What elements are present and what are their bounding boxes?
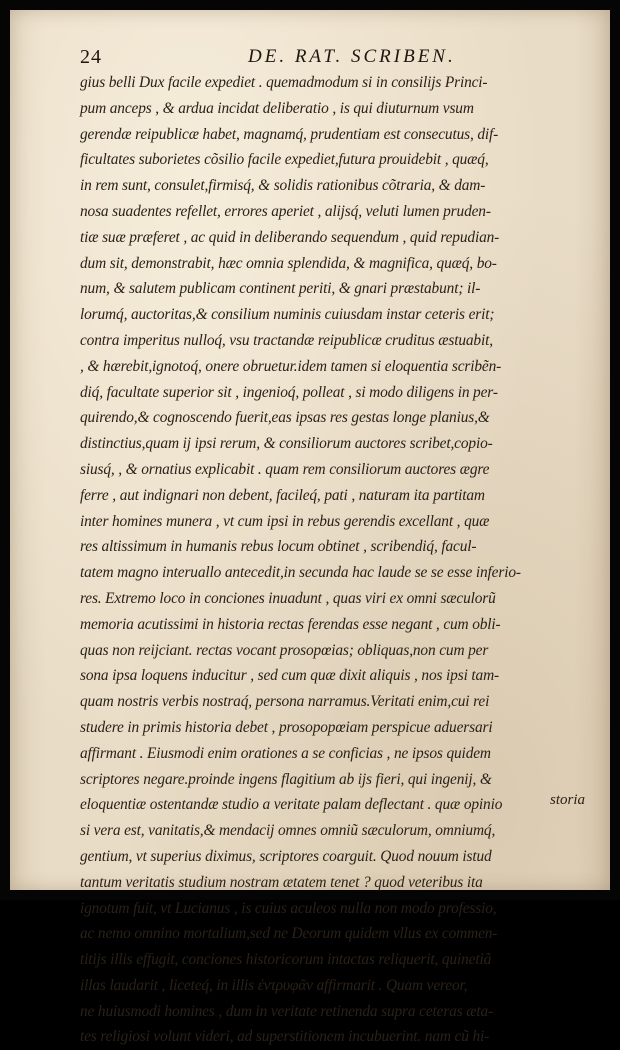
text-line: memoria acutissimi in historia rectas ferendas esse negant , cum obli- (80, 615, 501, 633)
text-line: ignotum fuit, vt Lucianus , is cuius aculeos nulla non modo professio, (80, 899, 497, 917)
text-line: ferre , aut indignari non debent, facileq́, pati , naturam ita partitam (80, 486, 485, 504)
book-page (10, 10, 610, 1046)
text-line: in rem sunt, consulet,firmisq́, & solidis rationibus cõtraria, & dam- (80, 177, 486, 195)
text-line: lorumq́, auctoritas,& consilium numinis cuiusdam instar ceteris erit; (80, 306, 495, 324)
text-line: num, & salutem publicam continent periti, & gnari præstabunt; il- (80, 280, 481, 298)
text-line: pum anceps , & ardua incidat deliberatio , is qui diuturnum vsum (80, 99, 474, 117)
text-line: gerendæ reipublicæ habet, magnamq́, prudentiam est consecutus, dif- (80, 125, 499, 143)
text-line: tantum veritatis studium nostram ætatem tenet ? quod veteribus ita (80, 873, 483, 891)
text-line: diq́, facultate superior sit , ingenioq́, polleat , si modo diligens in per- (80, 383, 498, 401)
text-line: ne huiusmodi homines , dum in veritate retinenda supra ceteras æta- (80, 1002, 493, 1020)
text-line: tiæ suæ præferet , ac quid in deliberando sequendum , quid repudian- (80, 228, 500, 246)
text-line: ficultates suborietes cõsilio facile expediet,futura prouidebit , quæq́, (80, 151, 489, 169)
text-line: gentium, vt superius diximus, scriptores coarguit. Quod nouum istud (80, 847, 492, 865)
text-line: ac nemo omnino mortalium,sed ne Deorum quidem vllus ex commen- (80, 925, 498, 943)
text-line: quam nostris verbis nostraq́, persona narramus.Veritati enim,cui rei (80, 693, 490, 711)
text-line: dum sit, demonstrabit, hæc omnia splendida, & magnifica, quæq́, bo- (80, 254, 497, 272)
text-line: inter homines munera , vt cum ipsi in rebus gerendis excellant , quæ (80, 512, 490, 530)
page-number: 24 (80, 46, 102, 68)
text-line: , & hærebit,ignotoq́, onere obruetur.idem tamen si eloquentia scribẽn- (80, 357, 502, 375)
text-line: contra imperitus nulloq́, vsu tractandæ reipublicæ cruditus æstuabit, (80, 331, 493, 349)
text-line: nosa suadentes refellet, errores aperiet , alijsq́, veluti lumen pruden- (80, 202, 491, 220)
text-line: distinctius,quam ij ipsi rerum, & consiliorum auctores scribet,copio- (80, 435, 493, 453)
text-line: affirmant . Eiusmodi enim orationes a se conficias , ne ipsos quidem (80, 744, 491, 762)
running-title: DE. RAT. SCRIBEN. (248, 46, 456, 67)
text-line: titijs illis effugit, conciones historicorum intactas reliquerit, quinetiã (80, 951, 492, 969)
catchword: storia (550, 792, 586, 808)
text-line: res. Extremo loco in conciones inuadunt , quas viri ex omni sæculorũ (80, 589, 496, 607)
text-line: gius belli Dux facile expediet . quemadmodum si in consilijs Princi- (80, 74, 488, 91)
text-line: res altissimum in humanis rebus locum obtinet , scribendiq́, facul- (80, 538, 477, 556)
text-line: illas laudarit , liceteq́, in illis ἐντρυφᾶν affirmarit . Quam vereor, (80, 976, 468, 994)
text-line: tes religiosi volunt videri, ad superstitionem incubuerint. nam cũ hi- (80, 1028, 490, 1046)
text-line: si vera est, vanitatis,& mendacij omnes omniũ sæculorum, omniumq́, (80, 822, 496, 840)
text-line: quirendo,& cognoscendo fuerit,eas ipsas res gestas longe planius,& (80, 409, 490, 427)
text-line: tatem magno interuallo antecedit,in secunda hac laude se se esse inferio- (80, 564, 521, 582)
text-line: sona ipsa loquens inducitur , sed cum quæ dixit aliquis , nos ipsi tam- (80, 667, 500, 685)
text-line: quas non reijciant. rectas vocant prosopœias; obliquas,non cum per (80, 641, 489, 659)
text-line: studere in primis historia debet , prosopopœiam perspicue aduersari (80, 718, 493, 736)
text-line: scriptores negare.proinde ingens flagitium ab ijs fieri, qui ingenij, & (80, 770, 492, 788)
body-text (80, 70, 585, 1050)
text-line: eloquentiæ ostentandæ studio a veritate palam deflectant . quæ opinio (80, 796, 503, 814)
text-line: siusq́, , & ornatius explicabit . quam rem consiliorum auctores ægre (80, 460, 490, 478)
